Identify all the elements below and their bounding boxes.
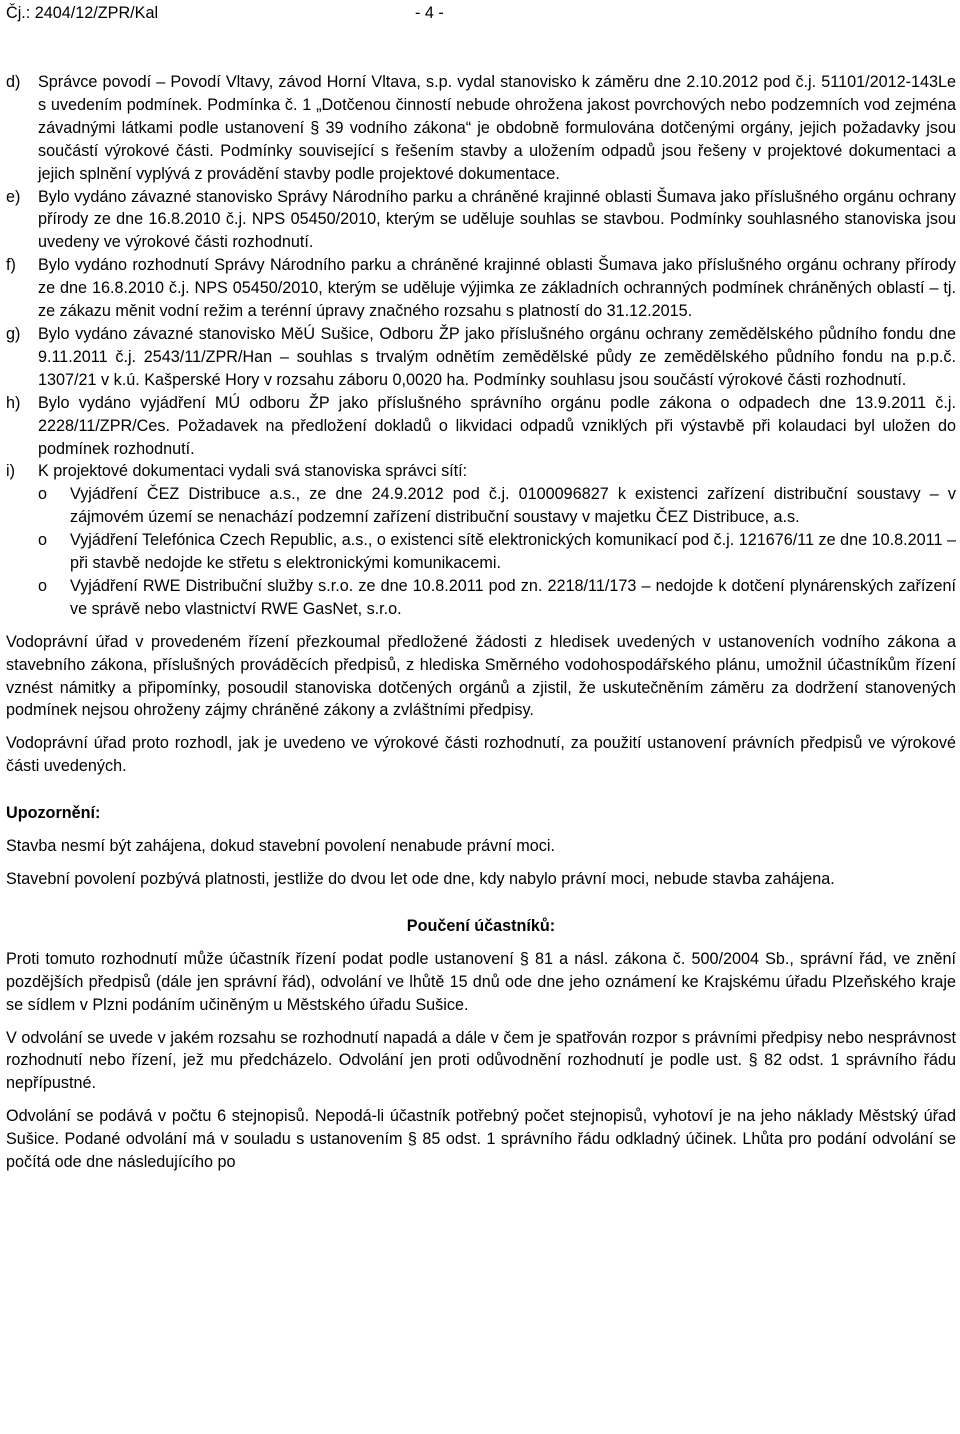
warning-paragraph-2: Stavební povolení pozbývá platnosti, jestliže do dvou let ode dne, kdy nabylo právní moci, nebude stavba zahájena. bbox=[6, 870, 835, 888]
instruction-heading: Poučení účastníků: bbox=[406, 916, 556, 935]
sub-list-item-text: Vyjádření Telefónica Czech Republic, a.s., o existenci sítě elektronických komunikací pod č.j. 121676/11 ze dne 10.8.2011 – při stavbě nedojde ke střetu s elektronickými komunikacemi. bbox=[70, 531, 956, 573]
warning-paragraph-1: Stavba nesmí být zahájena, dokud stavební povolení nenabude právní moci. bbox=[6, 837, 555, 856]
list-item-g bbox=[6, 323, 956, 392]
list-item-i bbox=[6, 460, 956, 483]
list-item-text: Bylo vydáno závazné stanovisko MěÚ Sušice, Odboru ŽP jako příslušného orgánu ochrany zemědělského půdního fondu dne 9.11.2011 č.j. 2543/11/ZPR/Han – souhlas s trvalým odnětím zemědělské půdy ze zemědělského půdního fondu na p.p.č. 1307/21 v k.ú. Kašperské Hory v rozsahu záboru 0,0020 ha. Podmínky souhlasu jsou součástí výrokové části rozhodnutí. bbox=[38, 324, 956, 389]
decision-paragraph: Vodoprávní úřad proto rozhodl, jak je uvedeno ve výrokové části rozhodnutí, za použití ustanovení právních předpisů ve výrokové části uvedených. bbox=[6, 734, 956, 776]
sub-list-item-rwe bbox=[6, 575, 956, 621]
list-item-label: g) bbox=[6, 324, 21, 343]
bullet-icon: o bbox=[38, 576, 48, 595]
list-item-label: h) bbox=[6, 393, 21, 412]
list-item-e bbox=[6, 186, 956, 255]
page-number: - 4 - bbox=[415, 4, 444, 22]
page-header bbox=[6, 2, 954, 26]
warning-heading: Upozornění: bbox=[6, 804, 101, 823]
document-reference: Čj.: 2404/12/ZPR/Kal bbox=[6, 4, 159, 22]
list-item-label: d) bbox=[6, 73, 21, 91]
bullet-icon: o bbox=[38, 485, 48, 504]
list-item-text: K projektové dokumentaci vydali svá stanoviska správci sítí: bbox=[38, 462, 468, 481]
instruction-paragraph-3: Odvolání se podává v počtu 6 stejnopisů. Nepodá-li účastník potřebný počet stejnopisů, vyhotoví je na jeho náklady Městský úřad Sušice. Podané odvolání má v souladu s ustanovením § 85 odst. 1 správního řádu odkladný účinek. Lhůta pro podání odvolání se počítá ode dne následujícího po bbox=[6, 1107, 956, 1172]
list-item-label: f) bbox=[6, 256, 16, 275]
list-item-text: Bylo vydáno rozhodnutí Správy Národního parku a chráněné krajinné oblasti Šumava jako příslušného orgánu ochrany přírody ze dne 16.8.2010 č.j. NPS 05450/2010, kterým se uděluje výjimka ze základních ochranných podmínek chráněných oblastí – tj. ze zákazu měnit vodní režim a terénní úpravy značného rozsahu s platností do 31.12.2015. bbox=[38, 256, 956, 321]
list-item-f bbox=[6, 254, 956, 323]
sub-list-item-text: Vyjádření ČEZ Distribuce a.s., ze dne 24.9.2012 pod č.j. 0100096827 k existenci zařízení distribuční soustavy – v zájmovém území se nenachází podzemní zařízení distribuční soustavy v majetku ČEZ Distribuce, a.s. bbox=[70, 485, 956, 527]
list-item-label: i) bbox=[6, 462, 15, 481]
instruction-paragraph-2: V odvolání se uvede v jakém rozsahu se rozhodnutí napadá a dále v čem je spatřován rozpor s právními předpisy nebo nesprávnost rozhodnutí nebo řízení, jež mu předcházelo. Odvolání jen proti odůvodnění rozhodnutí je podle ust. § 82 odst. 1 správního řádu nepřípustné. bbox=[6, 1028, 956, 1093]
list-item-label: e) bbox=[6, 187, 21, 206]
bullet-icon: o bbox=[38, 531, 48, 550]
list-item-h bbox=[6, 392, 956, 461]
reasoning-paragraph: Vodoprávní úřad v provedeném řízení přezkoumal předložené žádosti z hledisek uvedených v ustanoveních vodního zákona a stavebního zákona, příslušných prováděcích předpisů, z hlediska Směrného vodohospodářského plánu, umožnil účastníkům řízení vznést námitky a připomínky, posoudil stanoviska dotčených orgánů a zjistil, že uskutečněním záměru za dodržení stanovených podmínek nejsou ohroženy zájmy chráněné zákony a zvláštními předpisy. bbox=[6, 632, 956, 720]
sub-list-item-telefonica bbox=[6, 529, 956, 575]
list-item-text: Bylo vydáno závazné stanovisko Správy Národního parku a chráněné krajinné oblasti Šumava jako příslušného orgánu ochrany přírody ze dne 16.8.2010 č.j. NPS 05450/2010, kterým se uděluje souhlas se stavbou. Podmínky souhlasného stanoviska jsou uvedeny ve výrokové části rozhodnutí. bbox=[38, 187, 956, 252]
document-body bbox=[6, 71, 956, 1174]
list-item-text: Bylo vydáno vyjádření MÚ odboru ŽP jako příslušného správního orgánu podle zákona o odpadech dne 13.9.2011 č.j. 2228/11/ZPR/Ces. Požadavek na předložení dokladů o likvidaci odpadů vzniklých při výstavbě při kolaudaci byl uložen do podmínek rozhodnutí. bbox=[38, 393, 956, 458]
list-item-d bbox=[6, 71, 956, 186]
list-item-text: Správce povodí – Povodí Vltavy, závod Horní Vltava, s.p. vydal stanovisko k záměru dne 2.10.2012 pod č.j. 51101/2012-143Le s uvedením podmínek. Podmínka č. 1 „Dotčenou činností nebude ohrožena jakost povrchových nebo podzemních vod zejména závadnými látkami podle ustanovení § 39 vodního zákona“ je obdobně formulována dotčenými orgány, jejich požadavky jsou součástí výrokové části. Podmínky související s řešením stavby a uložením odpadů jsou řešeny v projektové dokumentaci a jejich splnění vyplývá z provádění stavby podle projektové dokumentace. bbox=[38, 73, 956, 183]
sub-list-item-text: Vyjádření RWE Distribuční služby s.r.o. ze dne 10.8.2011 pod zn. 2218/11/173 – nedojde k dotčení plynárenských zařízení ve správě nebo vlastnictví RWE GasNet, s.r.o. bbox=[70, 576, 956, 618]
instruction-paragraph-1: Proti tomuto rozhodnutí může účastník řízení podat podle ustanovení § 81 a násl. zákona č. 500/2004 Sb., správní řád, ve znění pozdějších předpisů (dále jen správní řád), odvolání ve lhůtě 15 dnů ode dne jeho oznámení ke Krajskému úřadu Plzeňského kraje se sídlem v Plzni podáním učiněným u Městského úřadu Sušice. bbox=[6, 949, 956, 1014]
sub-list-item-cez bbox=[6, 483, 956, 529]
